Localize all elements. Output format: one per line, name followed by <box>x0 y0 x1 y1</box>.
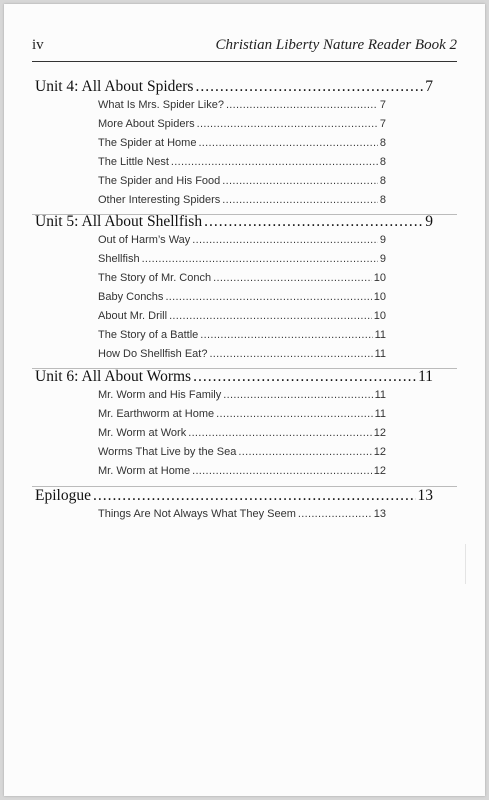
toc-entry[interactable] <box>98 99 386 111</box>
entry-title: Other Interesting Spiders <box>98 194 221 206</box>
dot-leader <box>222 194 378 206</box>
dot-leader <box>93 487 416 505</box>
entry-page: 13 <box>373 508 386 520</box>
dot-leader <box>197 118 378 130</box>
toc-entry[interactable] <box>98 137 386 149</box>
entry-page: 8 <box>379 137 386 149</box>
dot-leader <box>223 389 372 401</box>
toc-entry[interactable] <box>98 389 386 401</box>
unit-title: Epilogue <box>35 487 91 504</box>
toc-entry[interactable] <box>98 348 386 360</box>
entry-page: 10 <box>373 291 386 303</box>
dot-leader <box>298 508 372 520</box>
unit-page: 9 <box>425 213 433 230</box>
entry-title: The Little Nest <box>98 156 169 168</box>
toc-unit-heading[interactable] <box>35 78 433 96</box>
dot-leader <box>193 368 416 386</box>
entry-title: The Story of a Battle <box>98 329 199 341</box>
entry-title: Things Are Not Always What They Seem <box>98 508 296 520</box>
entry-title: The Story of Mr. Conch <box>98 272 212 284</box>
toc-entry[interactable] <box>98 446 386 458</box>
header-rule <box>32 61 457 62</box>
entry-title: The Spider at Home <box>98 137 197 149</box>
entry-page: 7 <box>379 99 386 111</box>
dot-leader <box>198 137 377 149</box>
toc-unit-heading[interactable] <box>35 368 433 386</box>
entry-page: 9 <box>379 234 386 246</box>
toc-entry[interactable] <box>98 194 386 206</box>
entry-title: Baby Conchs <box>98 291 164 303</box>
toc-entry[interactable] <box>98 272 386 284</box>
entry-page: 11 <box>374 348 386 360</box>
page-number: iv <box>32 37 44 53</box>
entry-title: Mr. Worm at Work <box>98 427 187 439</box>
entry-title: Worms That Live by the Sea <box>98 446 237 458</box>
paper-crease <box>465 544 466 584</box>
entry-page: 12 <box>373 427 386 439</box>
unit-title: Unit 4: All About Spiders <box>35 78 194 95</box>
entry-title: Mr. Worm at Home <box>98 465 191 477</box>
unit-page: 7 <box>425 78 433 95</box>
unit-page: 13 <box>417 487 433 504</box>
dot-leader <box>169 310 372 322</box>
dot-leader <box>165 291 371 303</box>
dot-leader <box>192 234 378 246</box>
entry-title: Shellfish <box>98 253 140 265</box>
dot-leader <box>216 408 372 420</box>
toc-entry[interactable] <box>98 291 386 303</box>
dot-leader <box>213 272 372 284</box>
toc-entry[interactable] <box>98 408 386 420</box>
entry-title: More About Spiders <box>98 118 195 130</box>
entry-title: About Mr. Drill <box>98 310 168 322</box>
entry-page: 11 <box>374 408 386 420</box>
dot-leader <box>195 78 423 96</box>
unit-page: 11 <box>418 368 433 385</box>
entry-page: 8 <box>379 175 386 187</box>
toc-unit-heading[interactable] <box>35 213 433 231</box>
entry-page: 11 <box>374 389 386 401</box>
toc-unit-heading[interactable] <box>35 487 433 505</box>
entry-title: Mr. Worm and His Family <box>98 389 222 401</box>
toc-entry[interactable] <box>98 234 386 246</box>
dot-leader <box>238 446 371 458</box>
entry-title: How Do Shellfish Eat? <box>98 348 208 360</box>
toc-entry[interactable] <box>98 508 386 520</box>
dot-leader <box>204 213 423 231</box>
book-title: Christian Liberty Nature Reader Book 2 <box>215 37 457 53</box>
toc-entry[interactable] <box>98 253 386 265</box>
dot-leader <box>209 348 372 360</box>
dot-leader <box>222 175 378 187</box>
dot-leader <box>226 99 378 111</box>
dot-leader <box>171 156 378 168</box>
toc-entry[interactable] <box>98 427 386 439</box>
toc-entry[interactable] <box>98 310 386 322</box>
entry-page: 8 <box>379 156 386 168</box>
toc-entry[interactable] <box>98 118 386 130</box>
entry-page: 8 <box>379 194 386 206</box>
entry-page: 10 <box>373 272 386 284</box>
entry-page: 7 <box>379 118 386 130</box>
dot-leader <box>200 329 372 341</box>
entry-page: 12 <box>373 446 386 458</box>
dot-leader <box>192 465 372 477</box>
dot-leader <box>142 253 378 265</box>
book-page <box>4 4 485 796</box>
toc-entry[interactable] <box>98 329 386 341</box>
entry-title: What Is Mrs. Spider Like? <box>98 99 224 111</box>
entry-page: 11 <box>374 329 386 341</box>
dot-leader <box>188 427 372 439</box>
unit-title: Unit 5: All About Shellfish <box>35 213 203 230</box>
entry-page: 10 <box>373 310 386 322</box>
entry-title: Mr. Earthworm at Home <box>98 408 215 420</box>
unit-title: Unit 6: All About Worms <box>35 368 192 385</box>
toc-entry[interactable] <box>98 175 386 187</box>
toc-entry[interactable] <box>98 156 386 168</box>
entry-page: 9 <box>379 253 386 265</box>
entry-page: 12 <box>373 465 386 477</box>
toc-entry[interactable] <box>98 465 386 477</box>
entry-title: The Spider and His Food <box>98 175 221 187</box>
entry-title: Out of Harm’s Way <box>98 234 191 246</box>
